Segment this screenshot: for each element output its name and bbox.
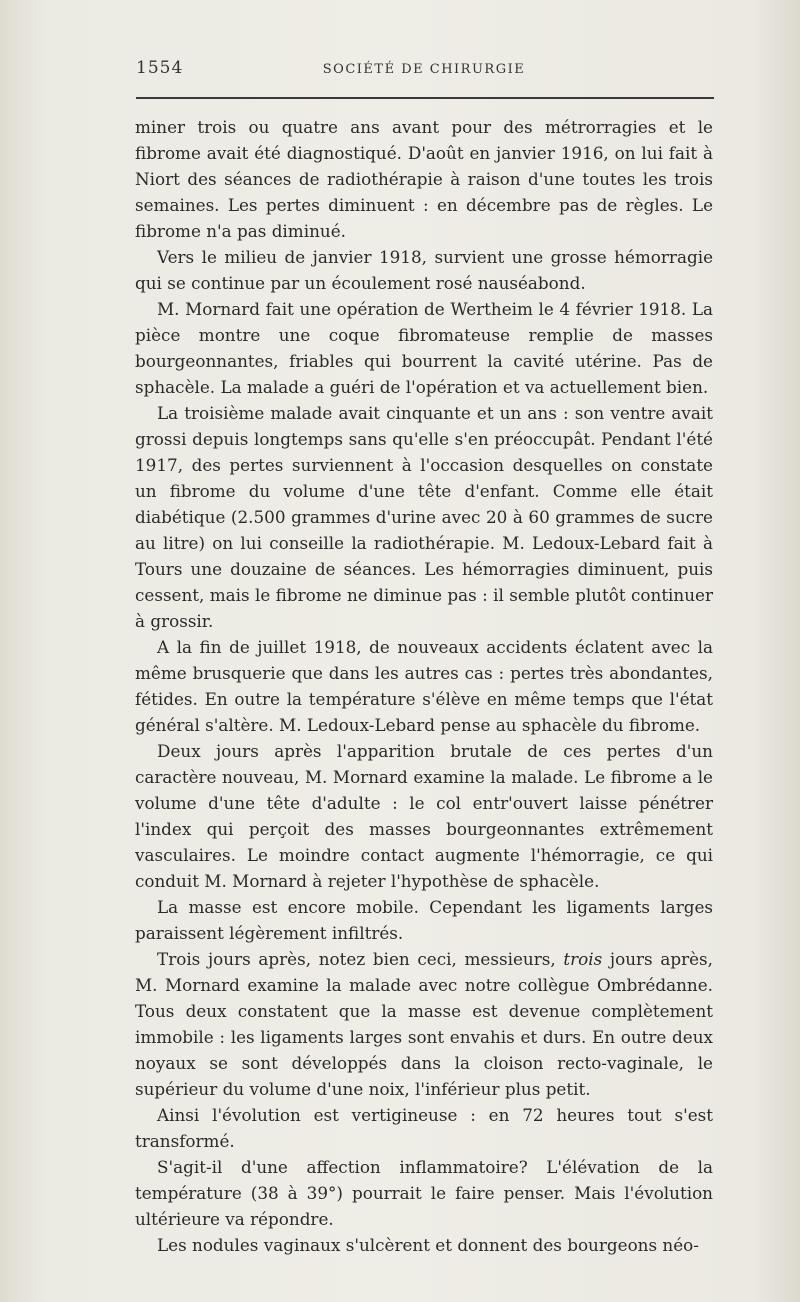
paragraph-july-1918: A la fin de juillet 1918, de nouveaux accidents éclatent avec la même brusquerie que dans les autres cas : pertes très abondantes, fétides. En outre la température s'élève en même temps que l'état général s'altère. M. Ledoux-Lebard pense au sphacèle du fibrome. — [135, 637, 713, 735]
page-header — [136, 58, 712, 82]
italic-emphasis: trois — [563, 949, 603, 969]
paragraph-third-patient: La troisième malade avait cinquante et un ans : son ventre avait grossi depuis longtemps sans qu'elle s'en préoccupât. Pendant l'été 1917, des pertes surviennent à l'occasion desquelles on constate un fibrome du volume d'une tête d'enfant. Comme elle était diabétique (2.500 grammes d'urine avec 20 à 60 grammes de sucre au litre) on lui conseille la radiothérapie. M. Ledoux-Lebard fait à Tours une douzaine de séances. Les hémorragies diminuent, puis cessent, mais le fibrome ne diminue pas : il semble plutôt continuer à grossir. — [135, 403, 713, 631]
paragraph-hemorrhage: Vers le milieu de janvier 1918, survient une grosse hémorragie qui se continue par un écoulement rosé nauséabond. — [135, 247, 713, 293]
text-segment: Trois jours après, notez bien ceci, messieurs, — [157, 949, 564, 969]
paragraph-examination: Deux jours après l'apparition brutale de ces pertes d'un caractère nouveau, M. Mornard examine la malade. Le fibrome a le volume d'une tête d'adulte : le col entr'ouvert laisse pénétrer l'index qui perçoit des masses bourgeonnantes extrêmement vasculaires. Le moindre contact augmente l'hémorragie, ce qui conduit M. Mornard à rejeter l'hypothèse de sphacèle. — [135, 741, 713, 891]
header-rule — [136, 97, 714, 99]
paragraph-operation: M. Mornard fait une opération de Wertheim le 4 février 1918. La pièce montre une coque fibromateuse remplie de masses bourgeonnantes, friables qui bourrent la cavité utérine. Pas de sphacèle. La malade a guéri de l'opération et va actuellement bien. — [135, 299, 713, 397]
running-head: SOCIÉTÉ DE CHIRURGIE — [322, 62, 526, 77]
paragraph-continuation: miner trois ou quatre ans avant pour des métrorragies et le fibrome avait été diagnostiqué. D'août en janvier 1916, on lui fait à Niort des séances de radiothérapie à raison d'une toutes les trois semaines. Les pertes diminuent : en décembre pas de règles. Le fibrome n'a pas diminué. — [135, 117, 713, 241]
body-text — [135, 114, 713, 1258]
paragraph-evolution: Ainsi l'évolution est vertigineuse : en 72 heures tout s'est transformé. — [135, 1105, 713, 1151]
paragraph-nodules: Les nodules vaginaux s'ulcèrent et donnent des bourgeons néo- — [157, 1235, 699, 1255]
paragraph-inflammatory: S'agit-il d'une affection inflammatoire? L'élévation de la température (38 à 39°) pourrait le faire penser. Mais l'évolution ultérieure va répondre. — [135, 1157, 713, 1229]
text-segment: jours après, M. Mornard examine la malade avec notre collègue Ombrédanne. Tous deux constatent que la masse est devenue complètement immobile : les ligaments larges sont envahis et durs. En outre deux noyaux se sont développés dans la cloison recto-vaginale, le supérieur du volume d'une noix, l'inférieur plus petit. — [135, 949, 713, 1099]
paragraph-three-days — [135, 946, 713, 1102]
page-number: 1554 — [136, 58, 184, 78]
paragraph-mobile-mass: La masse est encore mobile. Cependant les ligaments larges paraissent légèrement infiltrés. — [135, 897, 713, 943]
